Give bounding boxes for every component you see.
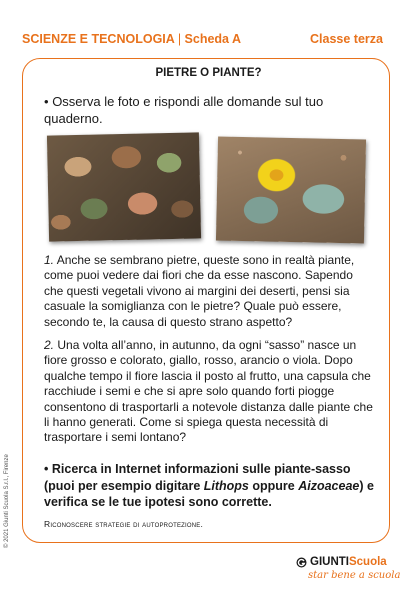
lithops-flower-photo [216,136,366,243]
question-1 [44,253,375,330]
giunti-logo-icon [296,557,307,568]
task-term-lithops: Lithops [203,478,249,493]
question-2-text: Una volta all’anno, in autunno, da ogni “sasso” nasce un fiore grosso e colorato, giallo, rosso, arancio o viola. Dopo qualche tempo il fiore lascia il posto al frutto, una capsula che racchiude i semi e che si apre solo quando forti piogge consentono di trasportarli a notevole distanza dalle piante che li hanno generati. Come si spiega questa necessità di trasportare i semi lontano? [44,338,373,445]
copyright-notice: © 2021 Giunti Scuola S.r.l., Firenze [4,454,10,548]
research-task [44,461,374,511]
intro-text: Osserva le foto e rispondi alle domande sul tuo quaderno. [44,94,324,126]
lithops-stones-photo [47,132,201,241]
question-2-number: 2. [44,338,55,352]
brand-giunti: GIUNTI [310,556,349,568]
page-header [22,30,383,48]
question-1-text: Anche se sembrano pietre, queste sono in realtà piante, come puoi vedere dai fiori che da esse nascono. Sapendo che questi vegetali vivono ai margini dei deserti, pensi sia casuale la somiglianza con le pietre? Quale può essere, secondo te, la causa di questo strano aspetto? [44,253,355,329]
subject-title: SCIENZE E TECNOLOGIA [22,32,175,46]
task-text-3: ) e verifica se le tue ipotesi sono corrette. [44,478,374,509]
task-text-2: oppure [248,478,299,493]
sheet-label: Scheda A [184,32,242,46]
task-text-1: Ricerca in Internet informazioni sulle piante-sasso (puoi per esempio digitare [44,462,351,493]
question-1-number: 1. [44,253,55,267]
worksheet-title: PIETRE O PIANTE? [155,67,262,79]
brand-scuola: Scuola [348,556,387,568]
intro-instruction [44,93,374,127]
task-term-aizoaceae: Aizoaceae [298,478,360,493]
question-2 [44,338,375,446]
learning-objective: Riconoscere strategie di autoprotezione. [44,519,204,529]
giunti-scuola-logo [296,556,401,586]
class-label: Classe terza [310,32,383,46]
brand-tagline: star bene a scuola [308,570,401,581]
header-separator: | [177,32,182,46]
bullet-icon: • [44,94,49,109]
bullet-icon: • [44,462,49,476]
